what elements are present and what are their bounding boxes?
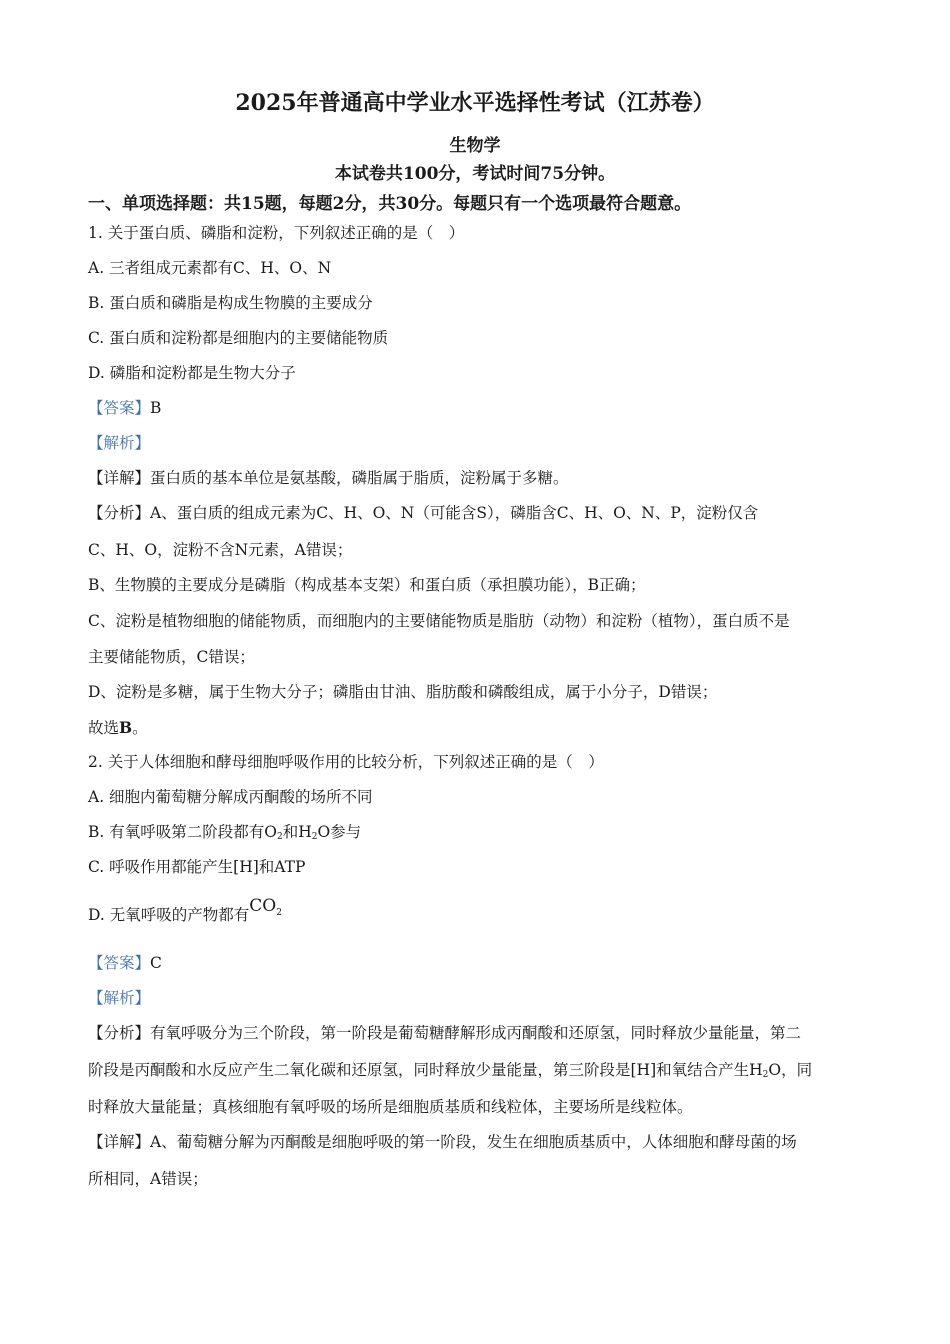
detail-label: 【详解】 <box>88 469 151 487</box>
q2-answer <box>88 956 162 972</box>
q2-answer-value: C <box>150 954 162 972</box>
q2-option-b-post: O参与 <box>317 823 362 841</box>
q1-option-b: B. 蛋白质和磷脂是构成生物膜的主要成分 <box>88 294 373 312</box>
q2-fenxi-text-2: 阶段是丙酮酸和水反应产生二氧化碳和还原氢，同时释放少量能量，第三阶段是[H]和氧结合产生H <box>88 1061 763 1079</box>
subscript: 2 <box>276 832 283 842</box>
q2-option-d <box>88 896 282 927</box>
q1-analysis-line-1 <box>88 506 758 522</box>
q2-fenxi-text-2-post: O，同 <box>768 1061 813 1079</box>
q1-detail <box>88 471 569 487</box>
q1-analysis-line-6: D、淀粉是多糖，属于生物大分子；磷脂由甘油、脂肪酸和磷酸组成，属于小分子，D错误； <box>88 683 718 701</box>
q2-fenxi-line-2 <box>88 1063 812 1080</box>
q2-analysis-label: 【解析】 <box>88 989 151 1007</box>
q2-option-a: A. 细胞内葡萄糖分解成丙酮酸的场所不同 <box>88 788 373 806</box>
q2-detail-line-2: 所相同，A错误； <box>88 1170 208 1188</box>
q1-stem: 1. 关于蛋白质、磷脂和淀粉，下列叙述正确的是（ ） <box>88 224 465 242</box>
q1-conclusion <box>88 720 148 737</box>
exam-title: 2025年普通高中学业水平选择性考试（江苏卷） <box>235 90 715 116</box>
subscript: 2 <box>311 832 318 842</box>
q2-detail-line-1 <box>88 1135 797 1151</box>
q1-detail-text: 蛋白质的基本单位是氨基酸，磷脂属于脂质，淀粉属于多糖。 <box>150 469 569 487</box>
detail-label: 【详解】 <box>88 1133 151 1151</box>
q1-analysis-line-5: 主要储能物质，C错误； <box>88 648 255 666</box>
subscript: 2 <box>276 908 282 918</box>
answer-label: 【答案】 <box>88 399 151 417</box>
q2-option-b-pre: B. 有氧呼吸第二阶段都有O <box>88 823 277 841</box>
q2-option-b-mid: 和H <box>282 823 312 841</box>
q1-option-c: C. 蛋白质和淀粉都是细胞内的主要储能物质 <box>88 329 389 347</box>
answer-label: 【答案】 <box>88 954 151 972</box>
fenxi-label: 【分析】 <box>88 504 151 522</box>
q2-fenxi-text-1: 有氧呼吸分为三个阶段，第一阶段是葡萄糖酵解形成丙酮酸和还原氢，同时释放少量能量，第二 <box>150 1024 802 1042</box>
q1-option-a: A. 三者组成元素都有C、H、O、N <box>88 259 332 277</box>
q2-fenxi-line-1 <box>88 1026 801 1042</box>
q1-answer <box>88 401 161 417</box>
conclusion-suffix: 。 <box>132 719 148 737</box>
q1-answer-value: B <box>150 399 162 417</box>
q1-analysis-label: 【解析】 <box>88 434 151 452</box>
subscript: 2 <box>762 1070 769 1080</box>
q1-analysis-line-4: C、淀粉是植物细胞的储能物质，而细胞内的主要储能物质是脂肪（动物）和淀粉（植物），蛋白质不是 <box>88 612 790 630</box>
q1-option-d: D. 磷脂和淀粉都是生物大分子 <box>88 364 296 382</box>
q2-option-d-pre: D. 无氧呼吸的产物都有 <box>88 906 250 924</box>
q1-analysis-line-2: C、H、O，淀粉不含N元素，A错误； <box>88 541 353 559</box>
exam-info: 本试卷共100分，考试时间75分钟。 <box>334 164 616 184</box>
q2-option-c: C. 呼吸作用都能产生[H]和ATP <box>88 858 306 876</box>
q2-option-b <box>88 825 361 842</box>
subject-name: 生物学 <box>449 136 501 156</box>
q1-analysis-text-1: A、蛋白质的组成元素为C、H、O、N（可能含S），磷脂含C、H、O、N、P，淀粉仅含 <box>150 504 759 522</box>
conclusion-prefix: 故选 <box>88 719 120 737</box>
co2-text: CO <box>249 896 277 916</box>
q2-stem: 2. 关于人体细胞和酵母细胞呼吸作用的比较分析，下列叙述正确的是（ ） <box>88 753 604 771</box>
co2-formula <box>249 896 282 916</box>
q1-analysis-line-3: B、生物膜的主要成分是磷脂（构成基本支架）和蛋白质（承担膜功能），B正确； <box>88 576 646 594</box>
q2-detail-text-1: A、葡萄糖分解为丙酮酸是细胞呼吸的第一阶段，发生在细胞质基质中，人体细胞和酵母菌的场 <box>150 1133 797 1151</box>
fenxi-label: 【分析】 <box>88 1024 151 1042</box>
q2-fenxi-line-3: 时释放大量能量；真核细胞有氧呼吸的场所是细胞质基质和线粒体，主要场所是线粒体。 <box>88 1098 693 1116</box>
conclusion-answer: B <box>119 718 133 737</box>
section-heading: 一、单项选择题：共15题，每题2分，共30分。每题只有一个选项最符合题意。 <box>88 194 692 214</box>
